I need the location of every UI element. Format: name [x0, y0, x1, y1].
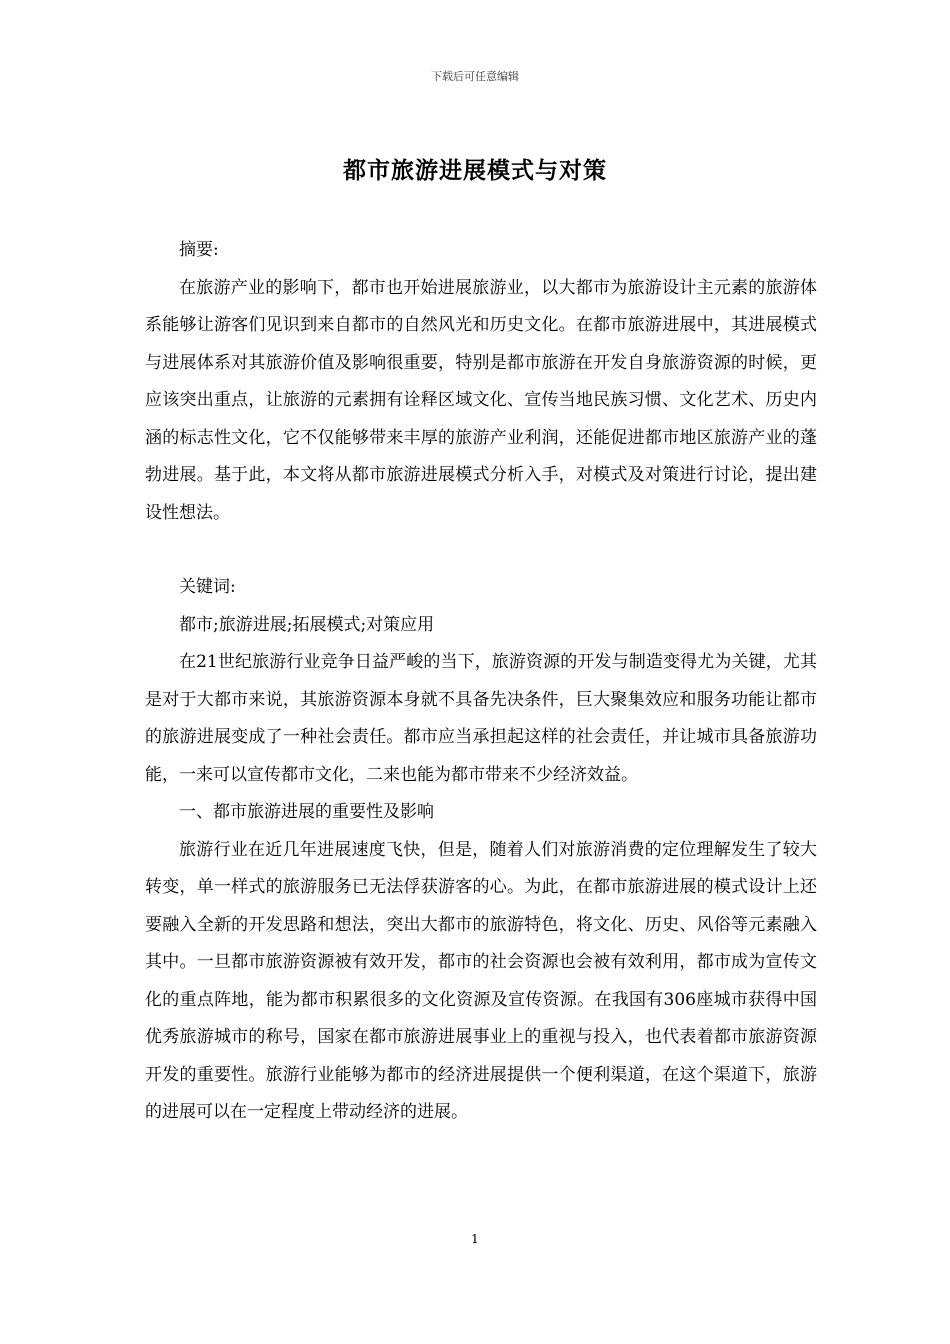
document-body: [145, 232, 817, 1132]
header-note: 下载后可任意编辑: [431, 70, 519, 83]
page-number: 1: [471, 1232, 479, 1246]
intro-paragraph: 在21世纪旅游行业竞争日益严峻的当下，旅游资源的开发与制造变得尤为关键，尤其是对于大都市来说，其旅游资源本身就不具备先决条件，巨大聚集效应和服务功能让都市的旅游进展变成了一种社会责任。都市应当承担起这样的社会责任，并让城市具备旅游功能，一来可以宣传都市文化，二来也能为都市带来不少经济效益。: [145, 652, 817, 785]
spacer: [145, 532, 817, 569]
document-title: 都市旅游进展模式与对策: [343, 158, 607, 184]
keywords-label: 关键词:: [179, 577, 236, 597]
section-1-heading: 一、都市旅游进展的重要性及影响: [179, 802, 434, 822]
section-1-paragraph: 旅游行业在近几年进展速度飞快，但是，随着人们对旅游消费的定位理解发生了较大转变，单一样式的旅游服务已无法俘获游客的心。为此，在都市旅游进展的模式设计上还要融入全新的开发思路和想法，突出大都市的旅游特色，将文化、历史、风俗等元素融入其中。一旦都市旅游资源被有效开发，都市的社会资源也会被有效利用，都市成为宣传文化的重点阵地，能为都市积累很多的文化资源及宣传资源。在我国有306座城市获得中国优秀旅游城市的称号，国家在都市旅游进展事业上的重视与投入，也代表着都市旅游资源开发的重要性。旅游行业能够为都市的经济进展提供一个便利渠道，在这个渠道下，旅游的进展可以在一定程度上带动经济的进展。: [145, 839, 817, 1122]
abstract-paragraph: 在旅游产业的影响下，都市也开始进展旅游业，以大都市为旅游设计主元素的旅游体系能够让游客们见识到来自都市的自然风光和历史文化。在都市旅游进展中，其进展模式与进展体系对其旅游价值及影响很重要，特别是都市旅游在开发自身旅游资源的时候，更应该突出重点，让旅游的元素拥有诠释区域文化、宣传当地民族习惯、文化艺术、历史内涵的标志性文化，它不仅能够带来丰厚的旅游产业利润，还能促进都市地区旅游产业的蓬勃进展。基于此，本文将从都市旅游进展模式分析入手，对模式及对策进行讨论，提出建设性想法。: [145, 277, 817, 523]
keywords-paragraph: 都市;旅游进展;拓展模式;对策应用: [179, 614, 435, 635]
abstract-label: 摘要:: [179, 240, 219, 260]
